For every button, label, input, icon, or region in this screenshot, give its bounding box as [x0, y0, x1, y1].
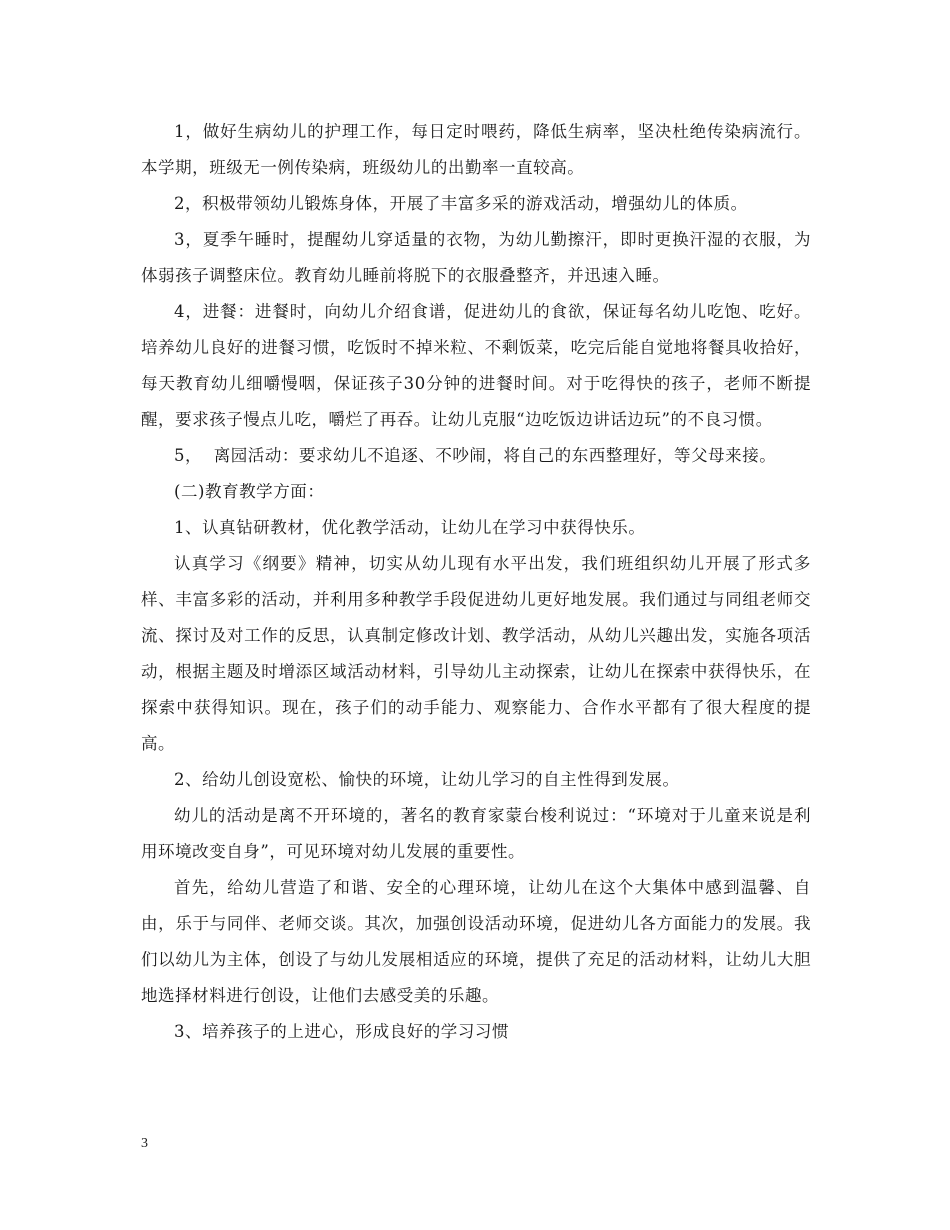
paragraph-departure: 5， 离园活动：要求幼儿不追逐、不吵闹，将自己的东西整理好，等父母来接。 [174, 446, 777, 465]
paragraph-first-second: 首先，给幼儿营造了和谐、安全的心理环境，让幼儿在这个大集体中感到温馨、自由，乐于与同伴、老师交谈。其次，加强创设活动环境，促进幼儿各方面能力的发展。我们以幼儿为主体，创设了与幼儿发展相适应的环境，提供了充足的活动材料，让幼儿大胆地选择材料进行创设，让他们去感受美的乐趣。 [141, 878, 811, 1005]
paragraph-care-sick: 1，做好生病幼儿的护理工作，每日定时喂药，降低生病率，坚决杜绝传染病流行。本学期，班级无一例传染病，班级幼儿的出勤率一直较高。 [141, 122, 811, 177]
paragraph-subheading-2: 2、给幼儿创设宽松、愉快的环境，让幼儿学习的自主性得到发展。 [174, 770, 680, 789]
paragraph-outline-study: 认真学习《纲要》精神，切实从幼儿现有水平出发，我们班组织幼儿开展了形式多样、丰富多彩的活动，并利用多种教学手段促进幼儿更好地发展。我们通过与同组老师交流、探讨及对工作的反思，认真制定修改计划、教学活动，从幼儿兴趣出发，实施各项活动，根据主题及时增添区域活动材料，引导幼儿主动探索，让幼儿在探索中获得快乐，在探索中获得知识。现在，孩子们的动手能力、观察能力、合作水平都有了很大程度的提高。 [141, 554, 811, 753]
paragraph-subheading-3: 3、培养孩子的上进心，形成良好的学习习惯 [174, 1022, 509, 1041]
paragraph-subheading-1: 1、认真钻研教材，优化教学活动，让幼儿在学习中获得快乐。 [174, 518, 646, 537]
paragraph-nap: 3，夏季午睡时，提醒幼儿穿适量的衣物，为幼儿勤擦汗，即时更换汗湿的衣服，为体弱孩子调整床位。教育幼儿睡前将脱下的衣服叠整齐，并迅速入睡。 [141, 230, 811, 285]
paragraph-exercise: 2，积极带领幼儿锻炼身体，开展了丰富多采的游戏活动，增强幼儿的体质。 [174, 194, 748, 213]
page-number: 3 [141, 1136, 148, 1151]
document-body [141, 114, 811, 1050]
paragraph-meals: 4，进餐：进餐时，向幼儿介绍食谱，促进幼儿的食欲，保证每名幼儿吃饱、吃好。培养幼儿良好的进餐习惯，吃饭时不掉米粒、不剩饭菜，吃完后能自觉地将餐具收拾好，每天教育幼儿细嚼慢咽，保证孩子30分钟的进餐时间。对于吃得快的孩子，老师不断提醒，要求孩子慢点儿吃，嚼烂了再吞。让幼儿克服“边吃饭边讲话边玩”的不良习惯。 [141, 302, 811, 429]
paragraph-environment: 幼儿的活动是离不开环境的，著名的教育家蒙台梭利说过：“环境对于儿童来说是利用环境改变自身”，可见环境对幼儿发展的重要性。 [141, 806, 811, 861]
section-heading-teaching: (二)教育教学方面： [174, 482, 325, 501]
